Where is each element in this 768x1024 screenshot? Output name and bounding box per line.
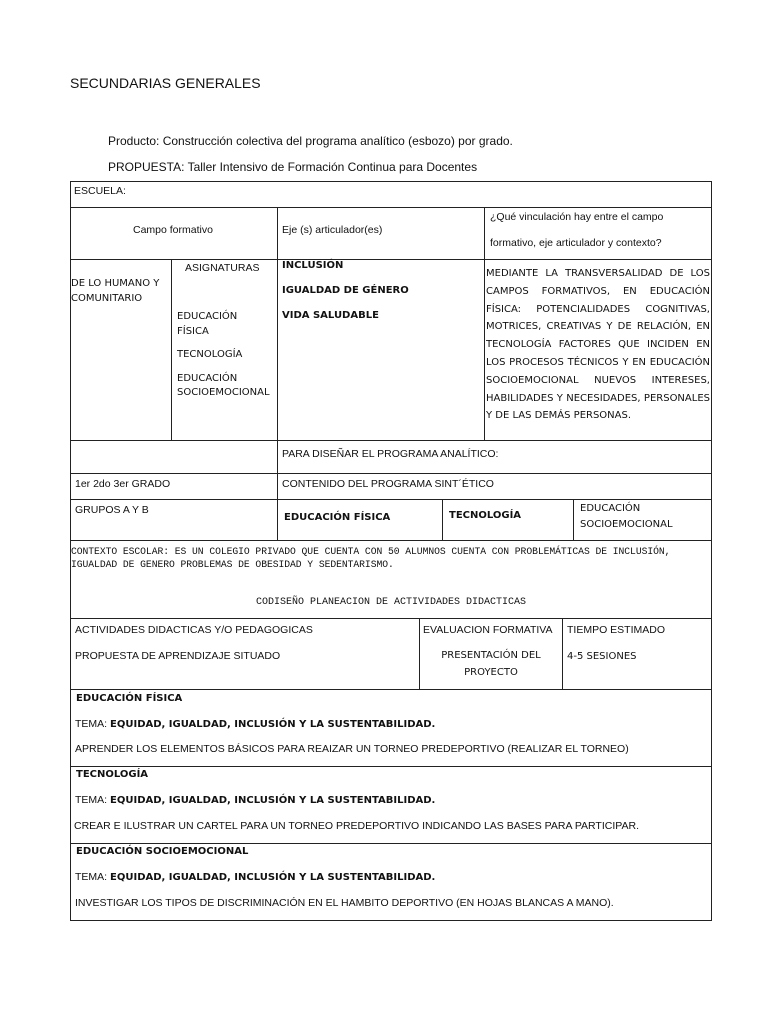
section-educacion-fisica-actividad: APRENDER LOS ELEMENTOS BÁSICOS PARA REAIZAR UN TORNEO PREDEPORTIVO (REALIZAR EL TORNEO) — [75, 743, 629, 755]
section-tecnologia-tema: TEMA: EQUIDAD, IGUALDAD, INCLUSIÓN Y LA SUSTENTABILIDAD. — [75, 794, 436, 806]
section-socioemocional-tema: TEMA: EQUIDAD, IGUALDAD, INCLUSIÓN Y LA SUSTENTABILIDAD. — [75, 871, 436, 883]
document-title: SECUNDARIAS GENERALES — [70, 75, 261, 91]
contexto-escolar: CONTEXTO ESCOLAR: ES UN COLEGIO PRIVADO QUE CUENTA CON 50 ALUMNOS CUENTA CON PROBLEMÁTICAS DE INCLUSIÓN, IGUALDAD DE GENERO PROBLEMAS DE OBESIDAD Y SEDENTARISMO. — [71, 546, 671, 570]
eje-articulador-label: Eje (s) articulador(es) — [282, 224, 383, 236]
vinculacion-text: MEDIANTE LA TRANSVERSALIDAD DE LOS CAMPOS FORMATIVOS, EN EDUCACIÓN FÍSICA: POTENCIALIDADES COGNITIVAS, MOTRICES, CREATIVAS Y DE RELACIÓN, EN TECNOLOGÍA FACTORES QUE INCIDEN EN LOS PROCESOS TÉCNICOS Y EN EDUCACIÓN SOCIOEMOCIONAL NUEVOS INTERESES, HABILIDADES Y NECESIDADES, PERSONALES Y DE LAS DEMÁS PERSONAS. — [486, 268, 710, 422]
tiempo-value: 4-5 SESIONES — [567, 651, 637, 662]
section-educacion-fisica-title: EDUCACIÓN FÍSICA — [76, 693, 183, 704]
section-tecnologia-title: TECNOLOGÍA — [76, 769, 149, 780]
producto-line: Producto: Construcción colectiva del programa analítico (esbozo) por grado. — [108, 134, 513, 148]
vinculacion-question-line1: ¿Qué vinculación hay entre el campo — [490, 211, 664, 223]
column-educacion-fisica: EDUCACIÓN FÍSICA — [284, 512, 391, 523]
section-socioemocional-actividad: INVESTIGAR LOS TIPOS DE DISCRIMINACIÓN EN EL HAMBITO DEPORTIVO (EN HOJAS BLANCAS A MANO). — [75, 897, 614, 909]
codiseno-heading: CODISEÑO PLANEACION DE ACTIVIDADES DIDACTICAS — [255, 597, 527, 608]
actividades-label: ACTIVIDADES DIDACTICAS Y/O PEDAGOGICAS — [75, 624, 313, 636]
grupos-label: GRUPOS A Y B — [75, 504, 149, 516]
section-socioemocional-title: EDUCACIÓN SOCIOEMOCIONAL — [76, 846, 249, 857]
vinculacion-question-line2: formativo, eje articulador y contexto? — [490, 237, 662, 249]
evaluacion-value: PRESENTACIÓN DEL PROYECTO — [441, 650, 541, 678]
disenar-label: PARA DISEÑAR EL PROGRAMA ANALÍTICO: — [282, 448, 499, 460]
asignaturas-label: ASIGNATURAS — [185, 262, 260, 274]
tiempo-label: TIEMPO ESTIMADO — [567, 624, 666, 636]
section-tecnologia-actividad: CREAR E ILUSTRAR UN CARTEL PARA UN TORNEO PREDEPORTIVO INDICANDO LAS BASES PARA PARTICIPAR. — [74, 820, 639, 832]
section-educacion-fisica-tema: TEMA: EQUIDAD, IGUALDAD, INCLUSIÓN Y LA SUSTENTABILIDAD. — [75, 718, 436, 730]
campo-formativo-value: DE LO HUMANO Y COMUNITARIO — [71, 278, 160, 304]
evaluacion-label: EVALUACION FORMATIVA — [423, 624, 553, 636]
escuela-label: ESCUELA: — [74, 185, 126, 197]
ejes-list: INCLUSIÓN IGUALDAD DE GÉNERO VIDA SALUDABLE — [282, 260, 409, 321]
column-tecnologia: TECNOLOGÍA — [449, 510, 522, 521]
grado-label: 1er 2do 3er GRADO — [75, 478, 171, 490]
column-socioemocional: EDUCACIÓN SOCIOEMOCIONAL — [580, 503, 673, 530]
propuesta-aprendizaje: PROPUESTA DE APRENDIZAJE SITUADO — [75, 650, 281, 662]
campo-formativo-label: Campo formativo — [133, 224, 213, 236]
contenido-label: CONTENIDO DEL PROGRAMA SINT´ÉTICO — [282, 478, 494, 490]
asignaturas-list: EDUCACIÓN FÍSICA TECNOLOGÍA EDUCACIÓN SOCIOEMOCIONAL — [177, 311, 270, 398]
propuesta-line: PROPUESTA: Taller Intensivo de Formación Continua para Docentes — [108, 160, 478, 174]
